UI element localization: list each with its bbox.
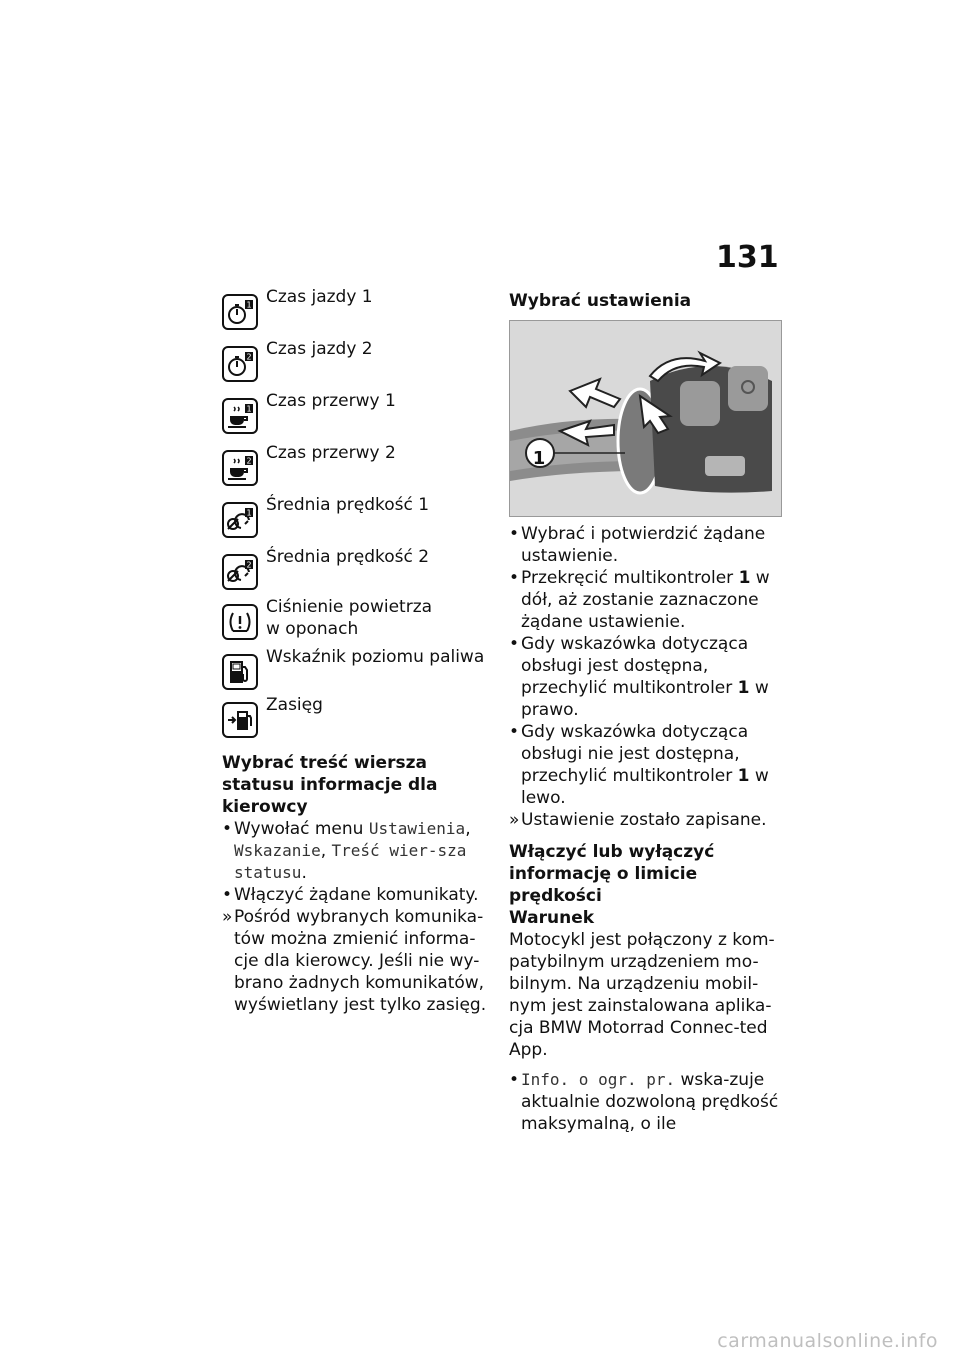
icon-list-item (222, 442, 492, 486)
section-heading: Wybrać treść wiersza statusu informacje dla kierowcy (222, 753, 438, 817)
svg-text:1: 1 (246, 404, 252, 414)
avg-speed-1-icon (222, 502, 258, 538)
menu-path: Treść wier-sza statusu (234, 841, 467, 882)
icon-label: Średnia prędkość 2 (266, 547, 430, 567)
right-column (509, 290, 784, 1135)
result-item: » Ustawienie zostało zapisane. (509, 809, 784, 831)
separator: . (301, 863, 307, 883)
range-icon (222, 702, 258, 738)
svg-text:1: 1 (246, 300, 252, 310)
bullet-item: • Włączyć żądane komunikaty. (222, 884, 494, 906)
svg-text:2: 2 (246, 352, 252, 362)
left-column (222, 752, 494, 1016)
section-heading: Włączyć lub wyłączyć informację o limicie prędkości (509, 842, 715, 906)
bullet-item (509, 633, 784, 721)
menu-path: Ustawienia (368, 819, 466, 838)
handlebar-controls-photo (509, 320, 782, 517)
page-number: 131 (716, 240, 779, 275)
bullet-text: w prawo. (521, 678, 769, 720)
fuel-gauge-icon (222, 654, 258, 690)
icon-list-item (222, 390, 492, 434)
icon-list-item (222, 596, 492, 640)
callout-number: 1 (737, 766, 750, 786)
bullet-text: Gdy wskazówka dotycząca obsługi jest dostępna, przechylić multikontroler (521, 634, 749, 698)
bullet-text: w lewo. (521, 766, 769, 808)
icon-list-item (222, 546, 492, 590)
icon-label: Wskaźnik poziomu paliwa (266, 647, 485, 667)
separator: , (465, 819, 471, 839)
stopwatch-1-icon (222, 294, 258, 330)
icon-label: Czas jazdy 2 (266, 339, 373, 359)
bullet-text: Wywołać menu (234, 819, 369, 839)
svg-text:2: 2 (246, 456, 252, 466)
callout-number: 1 (738, 568, 751, 588)
bullet-text: Gdy wskazówka dotycząca obsługi nie jest dostępna, przechylić multikontroler (521, 722, 749, 786)
svg-text:2: 2 (246, 560, 252, 570)
bullet-item (222, 818, 494, 884)
watermark: carmanualsonline.info (717, 1330, 938, 1352)
bullet-item: • Wybrać i potwierdzić żądane ustawienie. (509, 523, 784, 567)
tyre-pressure-icon (222, 604, 258, 640)
avg-speed-2-icon (222, 554, 258, 590)
coffee-cup-1-icon (222, 398, 258, 434)
bullet-item (509, 1069, 784, 1135)
callout-number: 1 (737, 678, 750, 698)
icon-label: Czas przerwy 1 (266, 391, 396, 411)
condition-paragraph: Motocykl jest połączony z kom-patybilnym urządzeniem mo-bilnym. Na urządzeniu mobil-nym jest zainstalowana aplika-cja BMW Motorrad Connec-ted App. (509, 930, 775, 1060)
bullet-text: wska-zuje aktualnie dozwoloną prędkość maksymalną, o ile (521, 1070, 779, 1134)
stopwatch-2-icon (222, 346, 258, 382)
icon-list-item (222, 286, 492, 330)
icon-list-item (222, 694, 492, 738)
icon-list-item (222, 494, 492, 538)
bullet-item (509, 721, 784, 809)
separator: , (320, 841, 332, 861)
bullet-text: Przekręcić multikontroler (521, 568, 739, 588)
icon-label: Średnia prędkość 1 (266, 495, 430, 515)
condition-heading: Warunek (509, 908, 595, 928)
bullet-item (509, 567, 784, 633)
icon-list-item (222, 646, 492, 690)
icon-label: Czas przerwy 2 (266, 443, 396, 463)
menu-path: Info. o ogr. pr. (521, 1070, 676, 1089)
icon-list-item (222, 338, 492, 382)
icon-label: Ciśnienie powietrza w oponach (266, 597, 433, 639)
section-heading: Wybrać ustawienia (509, 291, 692, 311)
menu-path: Wskazanie (234, 841, 321, 860)
image-callout: 1 (532, 448, 546, 469)
coffee-cup-2-icon (222, 450, 258, 486)
icon-label: Zasięg (266, 695, 323, 715)
bullet-text: w dół, aż zostanie zaznaczone żądane ustawienie. (521, 568, 770, 632)
result-item: » Pośród wybranych komunika-tów można zmienić informa-cje dla kierowcy. Jeśli nie wy-brano żadnych komunikatów, wyświetlany jest tylko zasięg. (222, 906, 494, 1016)
svg-text:1: 1 (246, 508, 252, 518)
icon-label: Czas jazdy 1 (266, 287, 373, 307)
